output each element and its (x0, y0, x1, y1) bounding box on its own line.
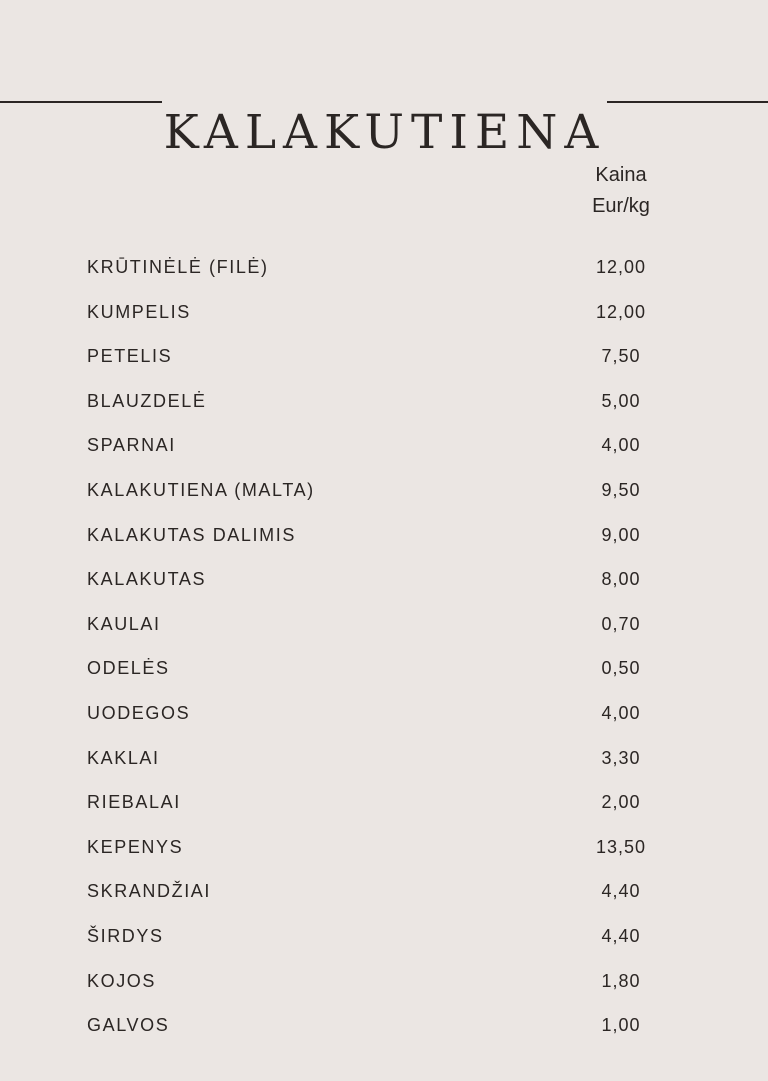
list-item (0, 513, 768, 558)
price-list (0, 245, 768, 1048)
item-name: KUMPELIS (87, 301, 191, 322)
item-price: 7,50 (601, 346, 641, 367)
item-name: KALAKUTAS (87, 569, 207, 590)
item-price: 1,00 (601, 1015, 641, 1036)
list-item (0, 468, 768, 513)
list-item (0, 736, 768, 781)
item-price: 2,00 (601, 792, 641, 813)
item-name: RIEBALAI (87, 792, 181, 813)
page-title: KALAKUTIENA (163, 105, 606, 161)
title-divider-right (607, 101, 768, 103)
title-header (0, 64, 768, 161)
item-name: KRŪTINĖLĖ (FILĖ) (87, 257, 269, 277)
item-name: KAULAI (87, 613, 161, 634)
item-name: ODELĖS (87, 658, 170, 679)
item-price: 9,00 (601, 524, 641, 545)
list-item (0, 245, 768, 290)
price-column-header (570, 160, 672, 222)
list-item (0, 825, 768, 870)
list-item (0, 379, 768, 424)
item-name: KAKLAI (87, 747, 160, 768)
list-item (0, 914, 768, 959)
item-name: ŠIRDYS (87, 925, 164, 946)
list-item (0, 423, 768, 468)
title-divider-left (0, 101, 162, 103)
item-price: 12,00 (595, 257, 647, 277)
item-name: UODEGOS (87, 702, 191, 723)
list-item (0, 691, 768, 736)
item-name: PETELIS (87, 346, 173, 367)
item-price: 3,30 (601, 747, 641, 768)
item-price: 4,40 (601, 925, 641, 946)
item-price: 4,40 (601, 881, 641, 902)
item-name: BLAUZDELĖ (87, 390, 207, 411)
list-item (0, 646, 768, 691)
item-name: KALAKUTAS DALIMIS (87, 524, 296, 545)
item-name: SPARNAI (87, 435, 176, 456)
item-name: KEPENYS (87, 836, 184, 857)
item-price: 4,00 (601, 435, 641, 456)
item-price: 4,00 (601, 702, 641, 723)
list-item (0, 557, 768, 602)
item-price: 1,80 (601, 970, 641, 991)
item-price: 8,00 (601, 569, 641, 590)
item-price: 0,70 (601, 613, 641, 634)
item-name: KOJOS (87, 970, 157, 991)
list-item (0, 1003, 768, 1048)
list-item (0, 334, 768, 379)
list-item (0, 290, 768, 335)
item-name: KALAKUTIENA (MALTA) (87, 479, 315, 500)
list-item (0, 602, 768, 647)
list-item (0, 959, 768, 1004)
item-price: 9,50 (601, 479, 641, 500)
price-header-label: Kaina (595, 164, 647, 186)
item-price: 0,50 (601, 658, 641, 679)
item-name: GALVOS (87, 1015, 170, 1036)
item-price: 12,00 (595, 301, 647, 322)
list-item (0, 780, 768, 825)
item-price: 5,00 (601, 390, 641, 411)
price-header-unit: Eur/kg (592, 195, 650, 217)
item-name: SKRANDŽIAI (87, 881, 212, 902)
list-item (0, 869, 768, 914)
item-price: 13,50 (595, 836, 647, 857)
